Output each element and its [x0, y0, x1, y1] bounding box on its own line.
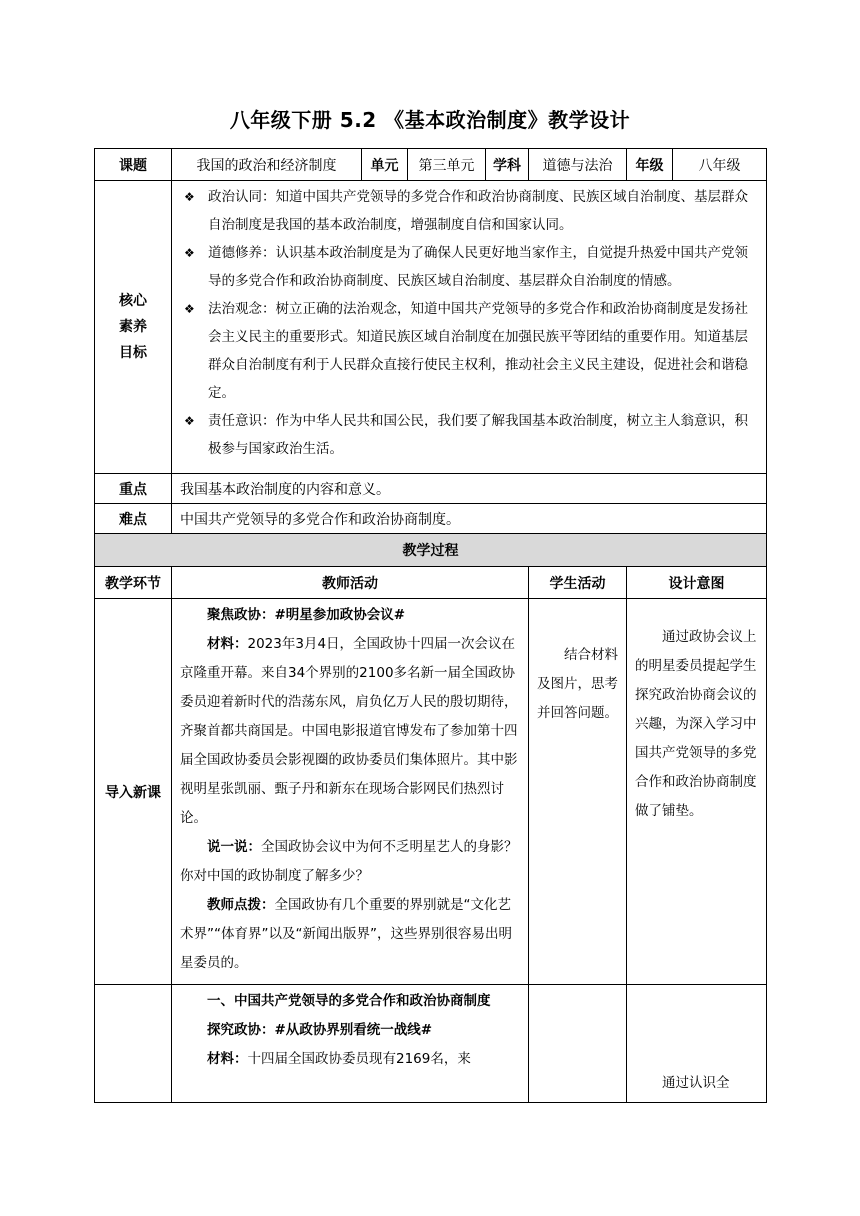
intro-row — [95, 599, 767, 985]
goals-list — [172, 181, 767, 474]
intro-stage: 导入新课 — [95, 599, 172, 985]
goals-row — [95, 181, 767, 474]
section1-design-intent: 通过认识全 — [627, 985, 767, 1103]
subject-label: 学科 — [486, 149, 529, 181]
header-row — [95, 149, 767, 181]
difficulty-label: 难点 — [95, 504, 172, 534]
key-point-value: 我国基本政治制度的内容和意义。 — [172, 474, 767, 504]
section1-stage — [95, 985, 172, 1103]
diamond-bullet-icon: ❖ — [184, 246, 195, 260]
process-band: 教学过程 — [95, 534, 767, 567]
goals-label-line: 素养 — [119, 319, 147, 335]
diamond-bullet-icon: ❖ — [184, 190, 195, 204]
intro-say — [180, 833, 520, 891]
diamond-bullet-icon: ❖ — [184, 414, 195, 428]
col-intent: 设计意图 — [627, 567, 767, 599]
goal-item — [184, 407, 760, 463]
page-title: 八年级下册 5.2 《基本政治制度》教学设计 — [229, 108, 631, 132]
grade-label: 年级 — [627, 149, 673, 181]
course-label: 课题 — [95, 149, 172, 181]
goal-item — [184, 295, 760, 407]
grade-value: 八年级 — [673, 149, 767, 181]
difficulty-row — [95, 504, 767, 534]
process-band-row — [95, 534, 767, 567]
goal-text: 道德修养：认识基本政治制度是为了确保人民更好地当家作主，自觉提升热爱中国共产党领导的多党合作和政治协商制度、民族区域自治制度、基层群众自治制度的情感。 — [208, 245, 748, 289]
material-text: 2023年3月4日，全国政协十四届一次会议在京隆重开幕。来自34个界别的2100多名新一届全国政协委员迎着新时代的浩荡东风，肩负亿万人民的殷切期待，齐聚首都共商国是。中国电影报道官博发布了参加第十四届全国政协委员会影视圈的政协委员们集体照片。其中影视明星张凯丽、甄子丹和新东在现场合影网民们热烈讨论。 — [180, 636, 518, 826]
say-label: 说一说： — [207, 839, 261, 855]
col-student: 学生活动 — [529, 567, 627, 599]
key-point-row — [95, 474, 767, 504]
intro-material — [180, 630, 520, 833]
section1-row — [95, 985, 767, 1103]
goal-item — [184, 183, 760, 239]
diamond-bullet-icon: ❖ — [184, 302, 195, 316]
goals-label — [95, 181, 172, 474]
key-point-label: 重点 — [95, 474, 172, 504]
goal-item — [184, 239, 760, 295]
goal-text: 法治观念：树立正确的法治观念，知道中国共产党领导的多党合作和政治协商制度是发扬社会主义民主的重要形式。知道民族区域自治制度在加强民族平等团结的重要作用。知道基层群众自治制度有利于人民群众直接行使民主权利，推动社会主义民主建设，促进社会和谐稳定。 — [208, 301, 748, 401]
material-text: 十四届全国政协委员现有2169名，来 — [247, 1051, 471, 1067]
tip-text: 全国政协有几个重要的界别就是“文化艺术界”“体育界”以及“新闻出版界”，这些界别很容易出明星委员的。 — [180, 897, 512, 971]
section1-material — [180, 1045, 520, 1074]
intro-teacher-activity — [172, 599, 529, 985]
course-value: 我国的政治和经济制度 — [172, 149, 362, 181]
section1-explore: 探究政协：#从政协界别看统一战线# — [207, 1022, 433, 1038]
section1-student-activity — [529, 985, 627, 1103]
intro-student-activity: 结合材料及图片，思考并回答问题。 — [529, 599, 627, 985]
material-label: 材料： — [207, 636, 248, 652]
difficulty-value: 中国共产党领导的多党合作和政治协商制度。 — [172, 504, 767, 534]
intro-tip — [180, 891, 520, 978]
section1-teacher-activity — [172, 985, 529, 1103]
intro-heading: 聚焦政协：#明星参加政协会议# — [207, 607, 406, 623]
tip-label: 教师点拨： — [207, 897, 275, 913]
intro-design-intent: 通过政协会议上的明星委员提起学生探究政治协商会议的兴趣，为深入学习中国共产党领导的多党合作和政治协商制度做了铺垫。 — [627, 599, 767, 985]
unit-value: 第三单元 — [408, 149, 486, 181]
goal-text: 责任意识：作为中华人民共和国公民，我们要了解我国基本政治制度，树立主人翁意识，积极参与国家政治生活。 — [208, 413, 748, 457]
section1-heading: 一、中国共产党领导的多党合作和政治协商制度 — [207, 993, 491, 1009]
subject-value: 道德与法治 — [529, 149, 627, 181]
col-teacher: 教师活动 — [172, 567, 529, 599]
goal-text: 政治认同：知道中国共产党领导的多党合作和政治协商制度、民族区域自治制度、基层群众自治制度是我国的基本政治制度，增强制度自信和国家认同。 — [208, 189, 748, 233]
col-stage: 教学环节 — [95, 567, 172, 599]
say-text: 全国政协会议中为何不乏明星艺人的身影？你对中国的政协制度了解多少？ — [180, 839, 518, 884]
lesson-plan-table — [94, 148, 767, 1103]
unit-label: 单元 — [362, 149, 408, 181]
process-header-row — [95, 567, 767, 599]
material-label: 材料： — [207, 1051, 248, 1067]
goals-label-line: 目标 — [119, 345, 147, 361]
goals-label-line: 核心 — [119, 293, 147, 309]
